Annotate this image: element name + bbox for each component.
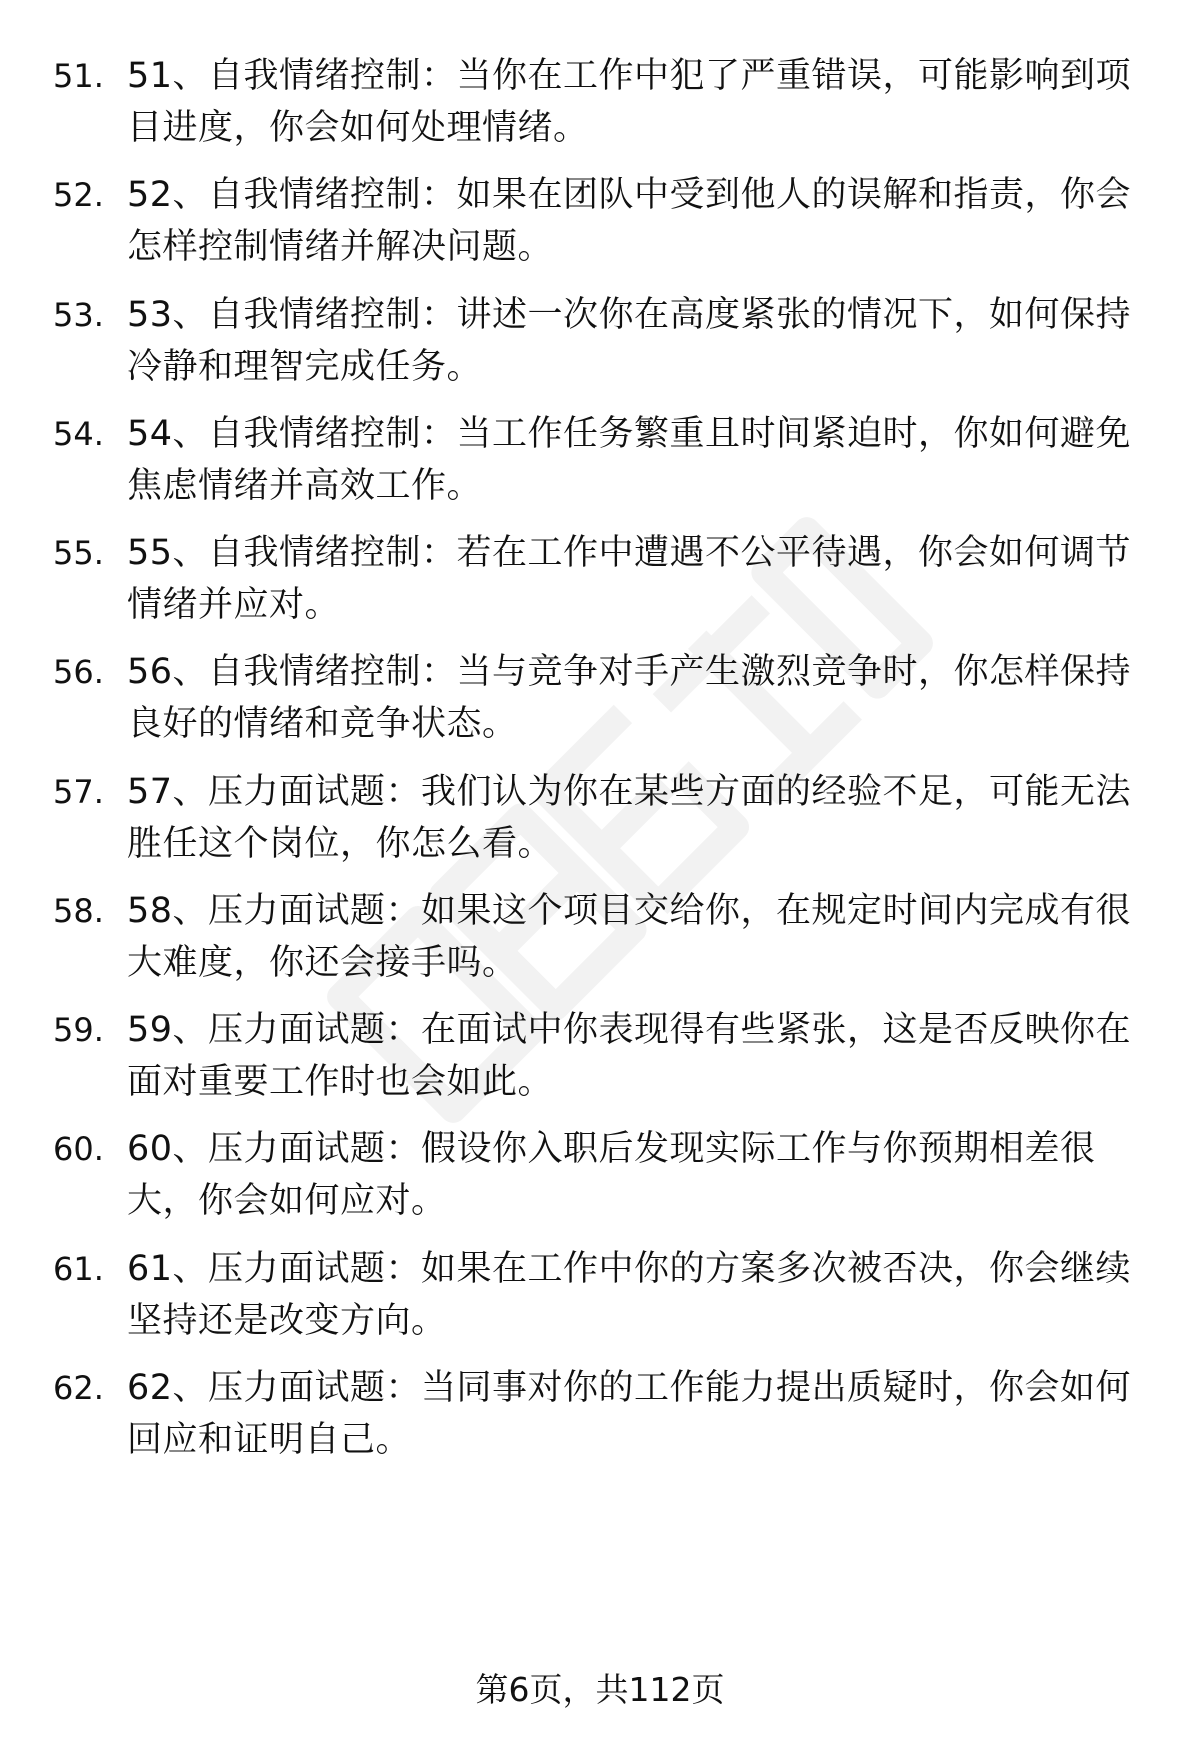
- item-number: 56.: [53, 653, 104, 691]
- question-text: 52、自我情绪控制：如果在团队中受到他人的误解和指责，你会怎样控制情绪并解决问题。: [127, 175, 1132, 267]
- item-number: 51.: [53, 57, 104, 95]
- list-item: [0, 1004, 1200, 1104]
- list-item: [0, 169, 1200, 269]
- question-text: 58、压力面试题：如果这个项目交给你，在规定时间内完成有很大难度，你还会接手吗。: [127, 891, 1132, 983]
- question-text: 54、自我情绪控制：当工作任务繁重且时间紧迫时，你如何避免焦虑情绪并高效工作。: [127, 414, 1132, 506]
- question-text: 60、压力面试题：假设你入职后发现实际工作与你预期相差很大，你会如何应对。: [127, 1129, 1096, 1221]
- question-text: 51、自我情绪控制：当你在工作中犯了严重错误，可能影响到项目进度，你会如何处理情绪。: [127, 56, 1132, 148]
- page-indicator: 第6页，共112页: [475, 1670, 725, 1709]
- list-item: [0, 646, 1200, 746]
- list-item: [0, 289, 1200, 389]
- item-number: 54.: [53, 415, 104, 453]
- question-text: 61、压力面试题：如果在工作中你的方案多次被否决，你会继续坚持还是改变方向。: [127, 1249, 1132, 1341]
- item-number: 62.: [53, 1369, 104, 1407]
- question-text: 59、压力面试题：在面试中你表现得有些紧张，这是否反映你在面对重要工作时也会如此。: [127, 1010, 1132, 1102]
- question-text: 55、自我情绪控制：若在工作中遭遇不公平待遇，你会如何调节情绪并应对。: [127, 533, 1132, 625]
- item-number: 52.: [53, 176, 104, 214]
- list-item: [0, 1243, 1200, 1343]
- question-text: 56、自我情绪控制：当与竞争对手产生激烈竞争时，你怎样保持良好的情绪和竞争状态。: [127, 652, 1132, 744]
- list-item: [0, 50, 1200, 150]
- item-number: 60.: [53, 1130, 104, 1168]
- item-number: 59.: [53, 1011, 104, 1049]
- list-item: [0, 1362, 1200, 1462]
- question-text: 62、压力面试题：当同事对你的工作能力提出质疑时，你会如何回应和证明自己。: [127, 1368, 1132, 1460]
- item-number: 55.: [53, 534, 104, 572]
- item-number: 57.: [53, 773, 104, 811]
- item-number: 53.: [53, 296, 104, 334]
- question-text: 57、压力面试题：我们认为你在某些方面的经验不足，可能无法胜任这个岗位，你怎么看。: [127, 772, 1132, 864]
- list-item: [0, 766, 1200, 866]
- item-number: 61.: [53, 1250, 104, 1288]
- list-item: [0, 885, 1200, 985]
- list-item: [0, 408, 1200, 508]
- list-item: [0, 527, 1200, 627]
- list-item: [0, 1123, 1200, 1223]
- question-text: 53、自我情绪控制：讲述一次你在高度紧张的情况下，如何保持冷静和理智完成任务。: [127, 295, 1132, 387]
- item-number: 58.: [53, 892, 104, 930]
